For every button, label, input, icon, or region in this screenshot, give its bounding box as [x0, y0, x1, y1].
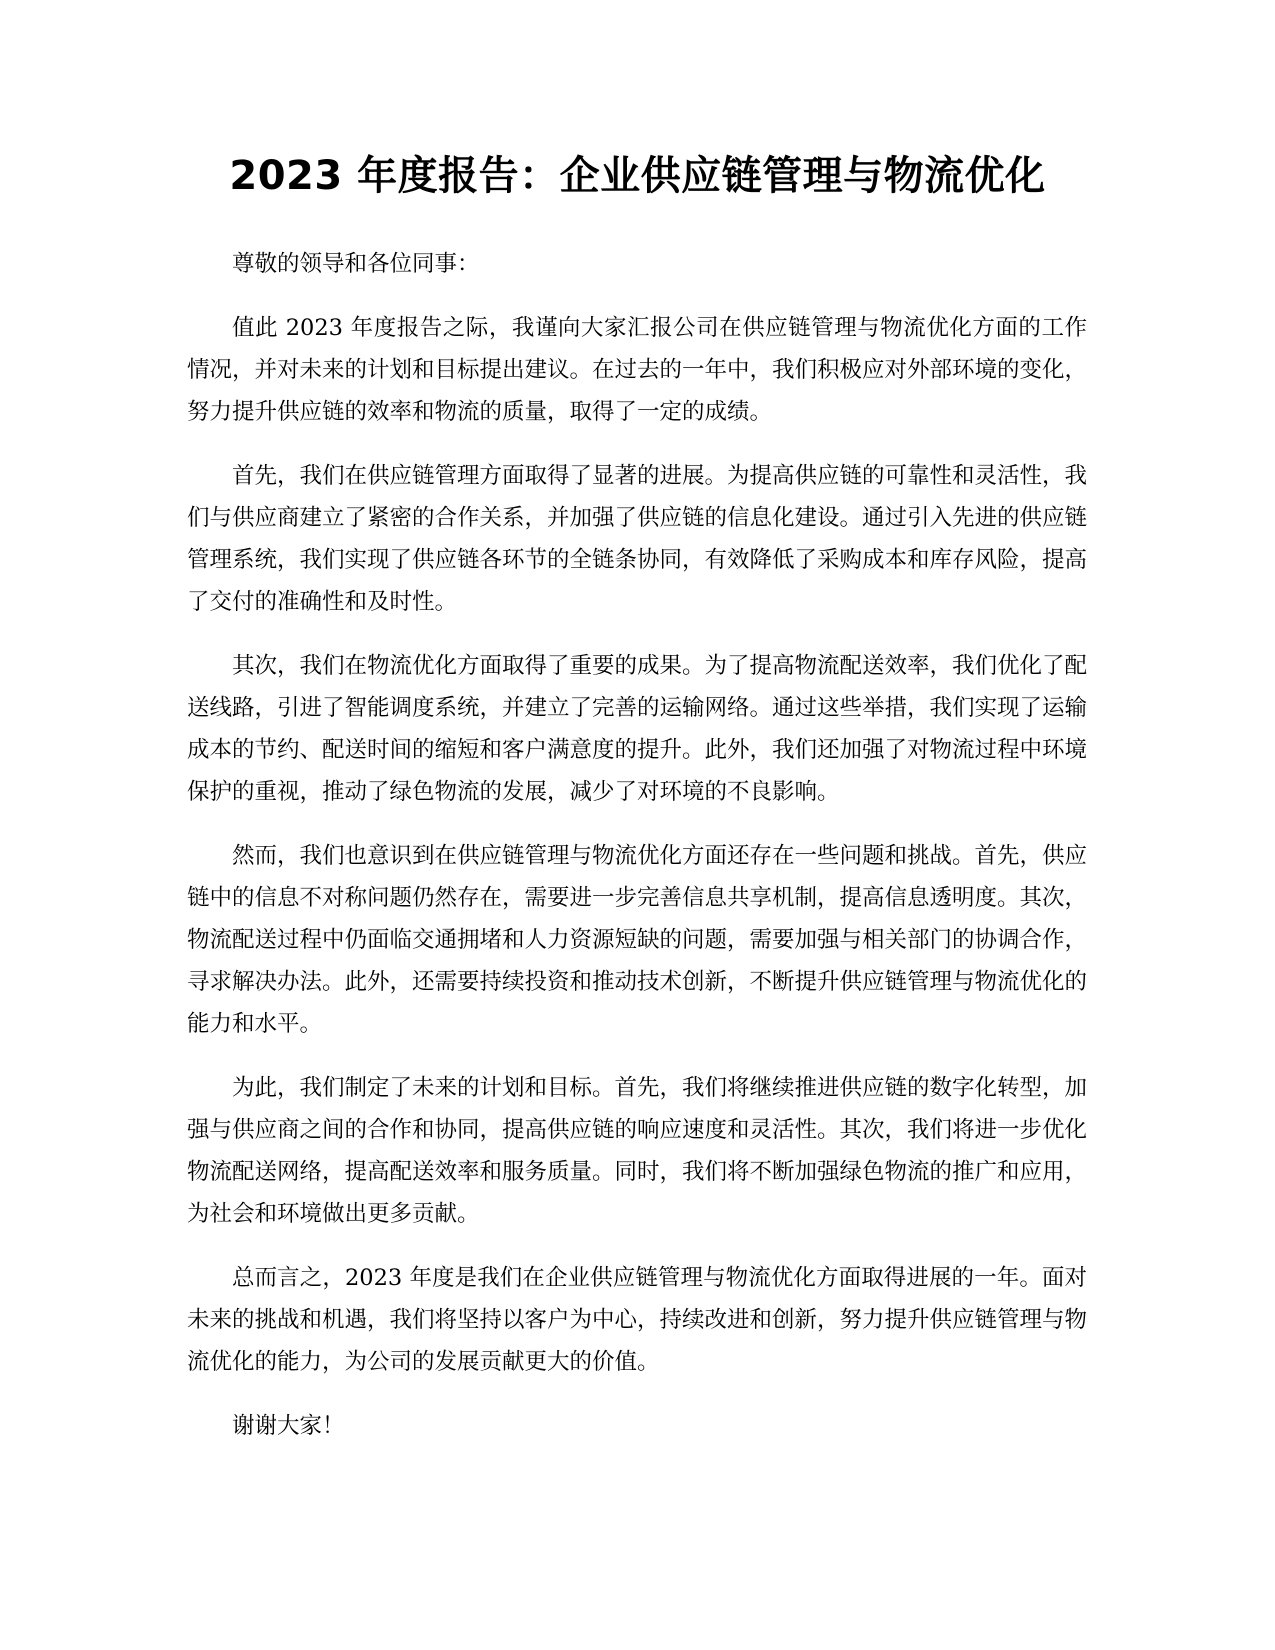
paragraph-2: 首先，我们在供应链管理方面取得了显著的进展。为提高供应链的可靠性和灵活性，我们与供应商建立了紧密的合作关系，并加强了供应链的信息化建设。通过引入先进的供应链管理系统，我们实现了供应链各环节的全链条协同，有效降低了采购成本和库存风险，提高了交付的准确性和及时性。 — [187, 463, 1088, 615]
paragraph-5: 为此，我们制定了未来的计划和目标。首先，我们将继续推进供应链的数字化转型，加强与供应商之间的合作和协同，提高供应链的响应速度和灵活性。其次，我们将进一步优化物流配送网络，提高配送效率和服务质量。同时，我们将不断加强绿色物流的推广和应用，为社会和环境做出更多贡献。 — [187, 1075, 1088, 1227]
document-title: 2023 年度报告：企业供应链管理与物流优化 — [229, 153, 1046, 199]
paragraph-3: 其次，我们在物流优化方面取得了重要的成果。为了提高物流配送效率，我们优化了配送线路，引进了智能调度系统，并建立了完善的运输网络。通过这些举措，我们实现了运输成本的节约、配送时间的缩短和客户满意度的提升。此外，我们还加强了对物流过程中环境保护的重视，推动了绿色物流的发展，减少了对环境的不良影响。 — [187, 653, 1088, 805]
paragraph-4: 然而，我们也意识到在供应链管理与物流优化方面还存在一些问题和挑战。首先，供应链中的信息不对称问题仍然存在，需要进一步完善信息共享机制，提高信息透明度。其次，物流配送过程中仍面临交通拥堵和人力资源短缺的问题，需要加强与相关部门的协调合作，寻求解决办法。此外，还需要持续投资和推动技术创新，不断提升供应链管理与物流优化的能力和水平。 — [187, 843, 1088, 1037]
greeting: 尊敬的领导和各位同事： — [232, 251, 480, 277]
document-body — [187, 243, 1087, 1469]
paragraph-6: 总而言之，2023 年度是我们在企业供应链管理与物流优化方面取得进展的一年。面对未来的挑战和机遇，我们将坚持以客户为中心，持续改进和创新，努力提升供应链管理与物流优化的能力，为公司的发展贡献更大的价值。 — [187, 1265, 1088, 1375]
paragraph-1: 值此 2023 年度报告之际，我谨向大家汇报公司在供应链管理与物流优化方面的工作情况，并对未来的计划和目标提出建议。在过去的一年中，我们积极应对外部环境的变化，努力提升供应链的效率和物流的质量，取得了一定的成绩。 — [187, 315, 1088, 425]
closing: 谢谢大家！ — [232, 1413, 345, 1439]
